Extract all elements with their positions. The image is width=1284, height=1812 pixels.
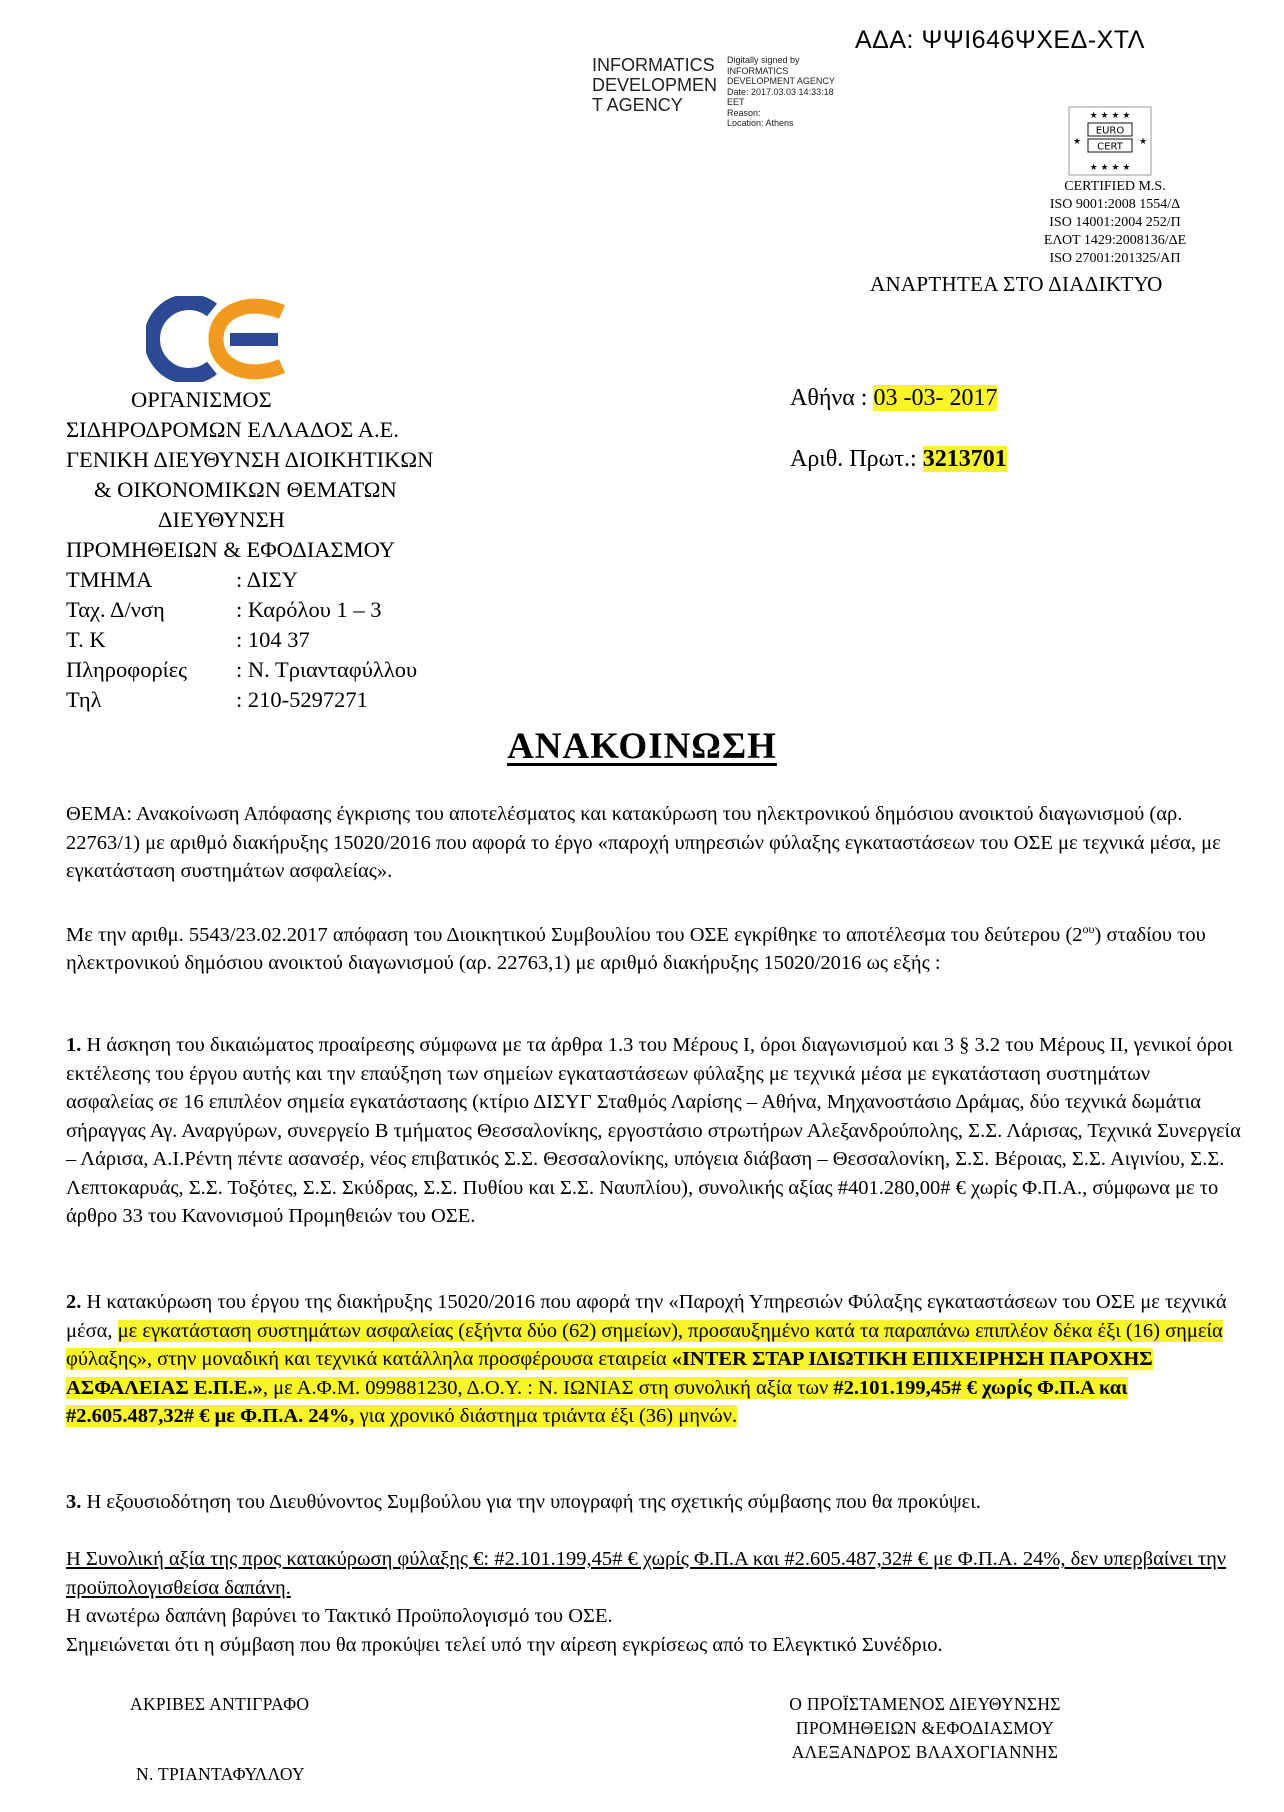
item-text: Η άσκηση του δικαιώματος προαίρεσης σύμφωνα με τα άρθρα 1.3 του Μέρους Ι, όροι διαγωνισμού και 3 § 3.2 του Μέρους ΙΙ, γενικοί όροι εκτέλεσης του έργου αυτής και την επαύξηση των σημείων εγκαταστάσεων φύλαξης με τεχνικά μέσα με εγκατάσταση συστημάτων ασφαλείας σε 16 επιπλέον σημεία εγκατάστασης (κτίριο ΔΙΣΥΓ Σταθμός Λαρίσης – Αθήνα, Μηχανοστάσιο Δράμας, δύο τεχνικά δωμάτια σήραγγας Αγ. Αναργύρων, συνεργείο Β τμήματος Θεσσαλονίκης, εργοστάσιο στρωτήρων Αλεξανδρούπολης, Σ.Σ. Λάρισας, Τεχνικά Συνεργεία – Λάρισα, Α.Ι.Ρέντη πέντε ασανσέρ, νέος επιβατικός Σ.Σ. Θεσσαλονίκης, υπόγεια διάβαση – Θεσσαλονίκη, Σ.Σ. Βέροιας, Σ.Σ. Αιγινίου, Σ.Σ. Λεπτοκαρυάς, Σ.Σ. Τοξότες, Σ.Σ. Σκύδρας, Σ.Σ. Πυθίου και Σ.Σ. Ναυπλίου), συνολικής αξίας #401.280,00# € χωρίς Φ.Π.Α., σύμφωνα με το άρθρο 33 του Κανονισμού Προμηθειών του ΟΣΕ. (66, 1034, 1241, 1227)
decision-text: Με την αριθμ. 5543/23.02.2017 απόφαση του Διοικητικού Συμβουλίου του ΟΣΕ εγκρίθηκε το αποτέλεσμα του δεύτερου (2 (66, 923, 1083, 946)
org-line: ΣΙΔΗΡΟΔΡΟΜΩΝ ΕΛΛΑΔΟΣ Α.Ε. (66, 417, 399, 442)
contact-row (66, 655, 433, 685)
badge-euro-text: EURO (1095, 125, 1125, 137)
item-number: 3. (66, 1491, 82, 1513)
highlighted-text: , με Α.Φ.Μ. 099881230, Δ.Ο.Υ. : Ν. ΙΩΝΙΑΣ στη συνολική αξία των (262, 1376, 834, 1399)
decision-paragraph (66, 915, 1241, 978)
totals-paragraph (66, 1545, 1241, 1659)
cert-line: ISO 27001:201325/ΑΠ (1049, 251, 1181, 266)
ose-logo-icon (146, 296, 290, 382)
signature-detail-line: Location: Athens (727, 118, 794, 128)
svg-text:★: ★ (1138, 137, 1148, 147)
item-3-paragraph (66, 1488, 1241, 1517)
subject-text: ΘΕΜΑ: Ανακοίνωση Απόφασης έγκρισης του αποτελέσματος και κατακύρωση του ηλεκτρονικού δημόσιου ανοικτού διαγωνισμού (αρ. 22763/1) με αριθμό διακήρυξης 15020/2016 που αφορά το έργο «παροχή υπηρεσιών φύλαξης εγκαταστάσεων του ΟΣΕ με τεχνικά μέσα, με εγκατάσταση συστημάτων ασφαλείας». (66, 803, 1221, 882)
contact-label: Πληροφορίες (66, 657, 188, 682)
svg-text:★ ★ ★ ★: ★ ★ ★ ★ (1089, 163, 1131, 173)
signature-detail-line: EET (727, 97, 745, 107)
contact-label: Ταχ. Δ/νση (66, 597, 165, 622)
item-number: 2. (66, 1291, 82, 1313)
badge-cert-text: CERT (1097, 141, 1123, 153)
highlighted-text: για χρονικό διάστημα τριάντα έξι (36) μηνών. (354, 1405, 738, 1427)
signature-name-line: DEVELOPMEN (592, 75, 718, 95)
item-text: Η κατακύρωση του έργου της διακήρυξης 15020/2016 που αφορά την «Παροχή Υπηρεσιών Φύλαξης εγκαταστάσεων του ΟΣΕ με τεχνικά μέσα, (66, 1291, 1227, 1342)
contact-value: : Καρόλου 1 – 3 (236, 597, 382, 622)
director-line: ΠΡΟΜΗΘΕΙΩΝ &ΕΦΟΔΙΑΣΜΟΥ (795, 1718, 1055, 1738)
contact-label: ΤΜΗΜΑ (66, 567, 153, 592)
contact-row (66, 685, 433, 715)
company-name: «INTER ΣΤΑΡ ΙΔΙΩΤΙΚΗ ΕΠΙΧΕΙΡΗΣΗ ΠΑΡΟΧΗΣ ΑΣΦΑΛΕΙΑΣ Ε.Π.Ε.» (66, 1348, 1153, 1399)
signature-detail-line: Date: 2017.03.03 14:33:18 (727, 86, 834, 97)
signature-detail-line: Digitally signed by (727, 55, 800, 65)
protocol-line (790, 446, 1007, 473)
contact-value: : 104 37 (236, 627, 310, 652)
contact-row (66, 595, 433, 625)
digital-signature-details (727, 55, 887, 129)
contact-value: : Ν. Τριανταφύλλου (236, 657, 418, 682)
org-line: ΠΡΟΜΗΘΕΙΩΝ & ΕΦΟΔΙΑΣΜΟΥ (66, 537, 396, 562)
org-line: & ΟΙΚΟΝΟΜΙΚΩΝ ΘΕΜΑΤΩΝ (94, 477, 397, 502)
organization-block (66, 385, 433, 715)
post-notice: ΑΝΑΡΤΗΤΕΑ ΣΤΟ ΔΙΑΔΙΚΤΥΟ (870, 272, 1163, 296)
eurocert-badge-icon (1068, 106, 1152, 176)
director-signature-block (760, 1692, 1090, 1764)
signature-name-line: INFORMATICS (592, 55, 715, 75)
item-1-paragraph (66, 1031, 1241, 1231)
cert-line: ΕΛΟΤ 1429:2008136/ΔΕ (1043, 233, 1187, 248)
certified-copy-label: ΑΚΡΙΒΕΣ ΑΝΤΙΓΡΑΦΟ (130, 1694, 310, 1714)
date-line (790, 385, 997, 412)
protocol-label: Αριθ. Πρωτ.: (790, 446, 923, 472)
subject-paragraph (66, 800, 1241, 886)
contact-label: Τηλ (66, 687, 102, 712)
svg-text:★: ★ (1072, 137, 1082, 147)
director-line: Ο ΠΡΟΪΣΤΑΜΕΝΟΣ ΔΙΕΥΘΥΝΣΗΣ (789, 1694, 1061, 1714)
cert-line: CERTIFIED M.S. (1064, 179, 1166, 194)
signature-detail-line: INFORMATICS (727, 65, 789, 76)
cert-line: ISO 9001:2008 1554/Δ (1049, 197, 1181, 212)
ada-code: ΑΔΑ: ΨΨΙ646ΨΧΕΔ-ΧΤΛ (855, 26, 1145, 54)
item-text: Η εξουσιοδότηση του Διευθύνοντος Συμβούλου για την υπογραφή της σχετικής σύμβασης που θα προκύψει. (81, 1491, 981, 1513)
contract-amounts: #2.101.199,45# € χωρίς Φ.Π.Α και #2.605.487,32# € με Φ.Π.Α. 24%, (66, 1376, 1128, 1427)
org-line: ΟΡΓΑΝΙΣΜΟΣ (131, 387, 272, 412)
copy-signer-name: Ν. ΤΡΙΑΝΤΑΦΥΛΛΟΥ (136, 1764, 305, 1784)
date-label: Αθήνα : (790, 385, 874, 411)
audit-note: Σημειώνεται ότι η σύμβαση που θα προκύψει τελεί υπό την αίρεση εγκρίσεως από το Ελεγκτικό Συνέδριο. (66, 1633, 943, 1656)
signature-detail-line: Reason: (727, 107, 761, 118)
signature-detail-line: DEVELOPMENT AGENCY (727, 76, 835, 86)
item-number: 1. (66, 1034, 82, 1056)
org-line: ΔΙΕΥΘΥΝΣΗ (158, 507, 285, 532)
date-value: 03 -03- 2017 (873, 385, 998, 411)
document-title: ΑΝΑΚΟΙΝΩΣΗ (507, 726, 777, 767)
total-value-text: Η Συνολική αξία της προς κατακύρωση φύλαξης €: #2.101.199,45# € χωρίς Φ.Π.Α και #2.605.487,32# € με Φ.Π.Α. 24%, δεν υπερβαίνει την προϋπολογισθείσα δαπάνη. (66, 1548, 1227, 1599)
org-line: ΓΕΝΙΚΗ ΔΙΕΥΘΥΝΣΗ ΔΙΟΙΚΗΤΙΚΩΝ (66, 447, 434, 472)
item-2-paragraph (66, 1288, 1241, 1431)
budget-note: Η ανωτέρω δαπάνη βαρύνει το Τακτικό Προϋπολογισμό του ΟΣΕ. (66, 1605, 613, 1627)
director-line: ΑΛΕΞΑΝΔΡΟΣ ΒΛΑΧΟΓΙΑΝΝΗΣ (791, 1742, 1059, 1762)
decision-text-cont: ) σταδίου του ηλεκτρονικού δημόσιου ανοικτού διαγωνισμού (αρ. 22763,1) με αριθμό διακήρυξης 15020/2016 ως εξής : (66, 923, 1206, 975)
cert-line: ISO 14001:2004 252/Π (1049, 215, 1181, 230)
digital-signature-name (592, 55, 722, 115)
contact-label: Τ. Κ (66, 627, 106, 652)
highlighted-text: με εγκατάσταση συστημάτων ασφαλείας (εξήντα δύο (62) σημείων), προσαυξημένο κατά τα παραπάνω επιπλέον δέκα έξι (16) σημεία φύλαξης», στην μοναδική και τεχνικά κατάλληλα προσφέρουσα εταιρεία (66, 1319, 1223, 1370)
certifications (1000, 178, 1230, 268)
contact-row (66, 625, 433, 655)
signature-name-line: T AGENCY (592, 95, 683, 115)
contact-row (66, 565, 433, 595)
decision-superscript: ου (1082, 922, 1095, 936)
contact-value: : 210-5297271 (236, 687, 368, 712)
contact-value: : ΔΙΣΥ (236, 567, 298, 592)
protocol-number: 3213701 (922, 446, 1007, 472)
svg-text:★ ★ ★ ★: ★ ★ ★ ★ (1089, 111, 1131, 121)
